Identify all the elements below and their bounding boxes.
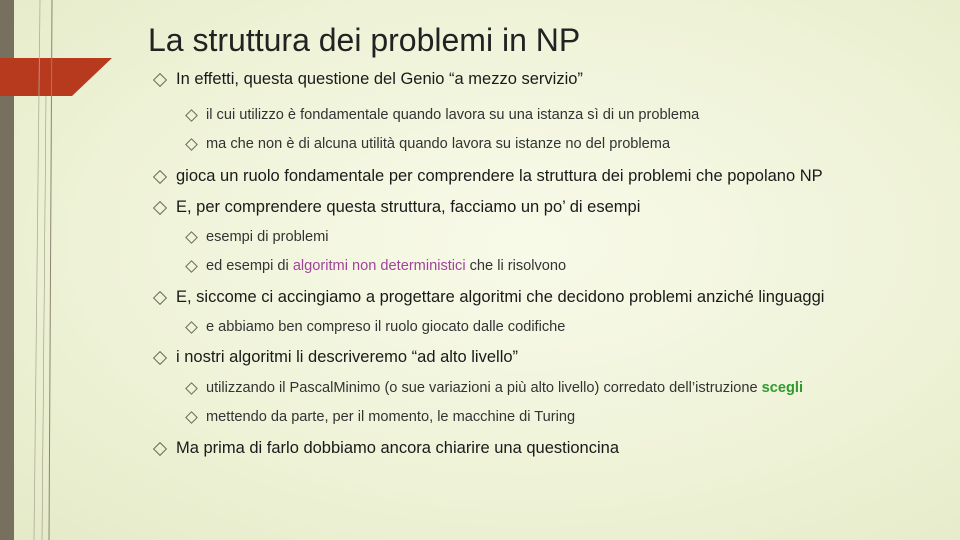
bullet-text: mettendo da parte, per il momento, le macchine di Turing <box>206 409 576 425</box>
bullet-text: esempi di problemi <box>206 229 329 245</box>
sub-bullet-4-1 <box>187 319 565 335</box>
bullet-text: i nostri algoritmi li descriveremo “ad alto livello” <box>176 348 519 366</box>
sub-bullet-3-1 <box>187 229 328 245</box>
highlight-term: algoritmi non deterministici <box>292 258 466 274</box>
bullet-text: Ma prima di farlo dobbiamo ancora chiarire una questioncina <box>176 439 619 457</box>
sub-bullet-1-1 <box>187 107 699 123</box>
bullet-6 <box>155 439 619 458</box>
bullet-2 <box>155 167 823 186</box>
highlight-keyword: scegli <box>761 380 804 396</box>
bullet-text: E, siccome ci accingiamo a progettare algoritmi che decidono problemi anziché linguaggi <box>176 288 825 306</box>
bullet-text: E, per comprendere questa struttura, facciamo un po’ di esempi <box>176 198 641 216</box>
diamond-bullet-icon <box>185 138 198 151</box>
diamond-bullet-icon <box>185 321 198 334</box>
bullet-text: ed esempi di algoritmi non deterministici che li risolvono <box>206 258 567 274</box>
diamond-bullet-icon <box>153 350 167 364</box>
diamond-bullet-icon <box>185 260 198 273</box>
diamond-bullet-icon <box>153 169 167 183</box>
bullet-text: In effetti, questa questione del Genio “a mezzo servizio” <box>176 70 583 88</box>
diamond-bullet-icon <box>153 200 167 214</box>
bullet-text: gioca un ruolo fondamentale per comprendere la struttura dei problemi che popolano NP <box>176 167 823 185</box>
sub-bullet-5-2 <box>187 409 575 425</box>
bullet-4 <box>155 288 824 307</box>
bullet-text: e abbiamo ben compreso il ruolo giocato dalle codifiche <box>206 319 566 335</box>
diamond-bullet-icon <box>185 411 198 424</box>
sub-bullet-3-2 <box>187 258 566 274</box>
bullet-5 <box>155 348 518 367</box>
bullet-1 <box>155 70 583 89</box>
sub-bullet-5-1 <box>187 380 803 396</box>
diamond-bullet-icon <box>153 441 167 455</box>
bullet-text: ma che non è di alcuna utilità quando lavora su istanze no del problema <box>206 136 671 152</box>
bullet-text: utilizzando il PascalMinimo (o sue variazioni a più alto livello) corredato dell’istruzione scegli <box>206 380 804 396</box>
bullet-3 <box>155 198 640 217</box>
sub-bullet-1-2 <box>187 136 670 152</box>
diamond-bullet-icon <box>185 231 198 244</box>
bullet-text: il cui utilizzo è fondamentale quando lavora su una istanza sì di un problema <box>206 107 700 123</box>
slide-title: La struttura dei problemi in NP <box>148 22 581 58</box>
diamond-bullet-icon <box>153 290 167 304</box>
diamond-bullet-icon <box>185 109 198 122</box>
diamond-bullet-icon <box>153 72 167 86</box>
diamond-bullet-icon <box>185 382 198 395</box>
